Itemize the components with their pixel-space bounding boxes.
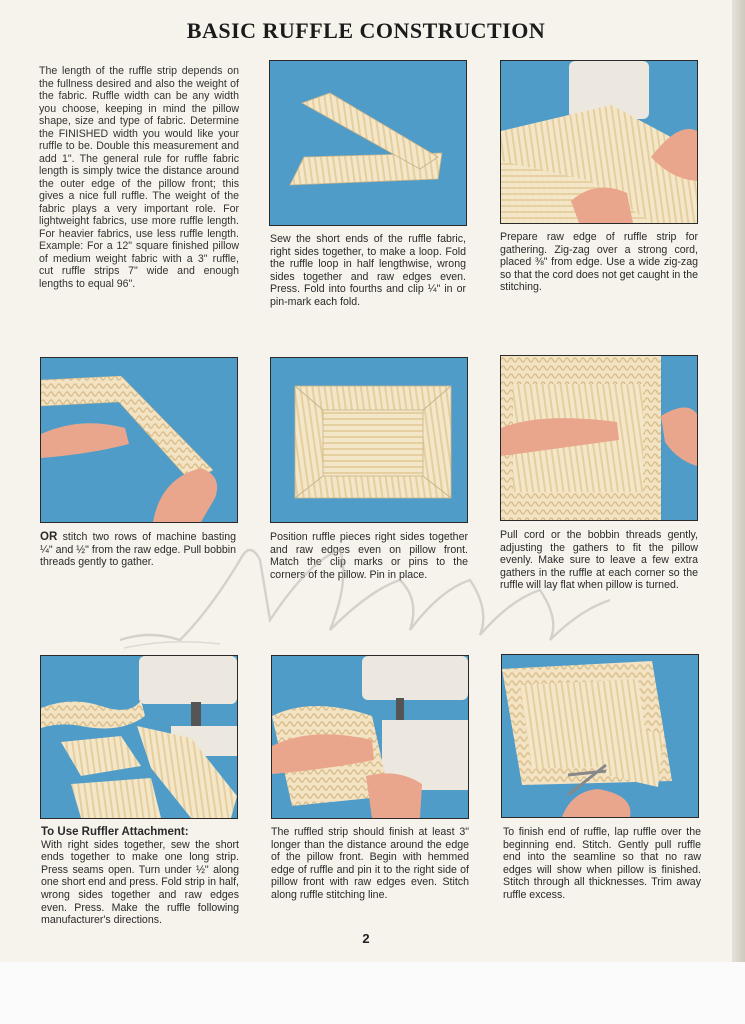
step-7-photo: [271, 655, 469, 819]
scan-background: [0, 962, 745, 1024]
step-2-photo: [500, 60, 698, 224]
step-3-photo: [40, 357, 238, 523]
intro-paragraph: The length of the ruffle strip depends on the fullness desired and also the weight of the fabric. Ruffle width can be any width you choose, keeping in mind the pillow shape, size and type of fabric. Determine the FINISHED width you would like your ruffle to be. Double this measurement and add 1". The general rule for ruffle fabric length is simply twice the distance around the outer edge of the pillow front; this gives a nice full ruffle. The weight of the fabric plays a very important role. For lightweight fabrics, use more ruffle length. For heavier fabrics, use less ruffle length. Example: For a 12" square finished pillow of medium weight fabric with a 3" ruffle, cut ruffle strips 7" wide and enough lengths to equal 96".: [39, 65, 239, 290]
step-7-caption: [271, 826, 469, 902]
page-edge: [732, 0, 745, 962]
step-2-caption: [500, 231, 698, 294]
step-3-text: stitch two rows of machine basting ¼" and ½" from the raw edge. Pull bobbin threads gently to gather.: [40, 531, 236, 569]
step-6-lead: To Use Ruffler Attachment:: [41, 826, 189, 838]
step-6-caption: [41, 826, 239, 927]
step-2-text: Prepare raw edge of ruffle strip for gathering. Zig-zag over a strong cord, placed ⅜" from edge. Use a wide zig-zag so that the cord does not get caught in the stitching.: [500, 231, 698, 294]
step-3-lead: OR: [40, 531, 58, 543]
step-5-caption: [500, 529, 698, 592]
step-1-text: Sew the short ends of the ruffle fabric, right sides together, to make a loop. Fold the ruffle loop in half lengthwise, wrong sides together and raw edges even. Press. Fold into fourths and clip ¼" in or pin-mark each fold.: [270, 233, 466, 308]
page-number: 2: [362, 931, 370, 946]
step-3-caption: [40, 531, 236, 569]
step-6-text: With right sides together, sew the short ends together to make one long strip. Press seams open. Turn under ½" along one short end and press. Fold strip in half, wrong sides together and raw edges even. Press. Make the ruffle following manufacturer's directions.: [41, 838, 239, 927]
step-8-photo: [501, 654, 699, 818]
step-8-text: To finish end of ruffle, lap ruffle over the beginning end. Stitch. Gently pull ruffle end into the seamline so that no raw edges will show when pillow is finished. Stitch through all thicknesses. Trim away ruffle excess.: [503, 826, 701, 901]
step-1-caption: [270, 233, 466, 309]
step-5-text: Pull cord or the bobbin threads gently, adjusting the gathers to fit the pillow evenly. Make sure to leave a few extra gathers in the ruffle at each corner so the ruffle will lay flat when pillow is turned.: [500, 529, 698, 592]
step-6-photo: [40, 655, 238, 819]
step-4-photo: [270, 357, 468, 523]
step-7-text: The ruffled strip should finish at least 3" longer than the distance around the edge of the pillow front. Begin with hemmed edge of ruffle and pin it to the right side of pillow front with raw edges even. Stitch along ruffle stitching line.: [271, 826, 469, 901]
step-8-caption: [503, 826, 701, 902]
step-1-photo: [269, 60, 467, 226]
step-4-text: Position ruffle pieces right sides together and raw edges even on pillow front. Match the clip marks or pins to the corners of the pillow. Pin in place.: [270, 531, 468, 581]
step-5-photo: [500, 355, 698, 521]
step-4-caption: [270, 531, 468, 581]
page-title: BASIC RUFFLE CONSTRUCTION: [186, 18, 546, 43]
intro-text: [39, 65, 239, 290]
